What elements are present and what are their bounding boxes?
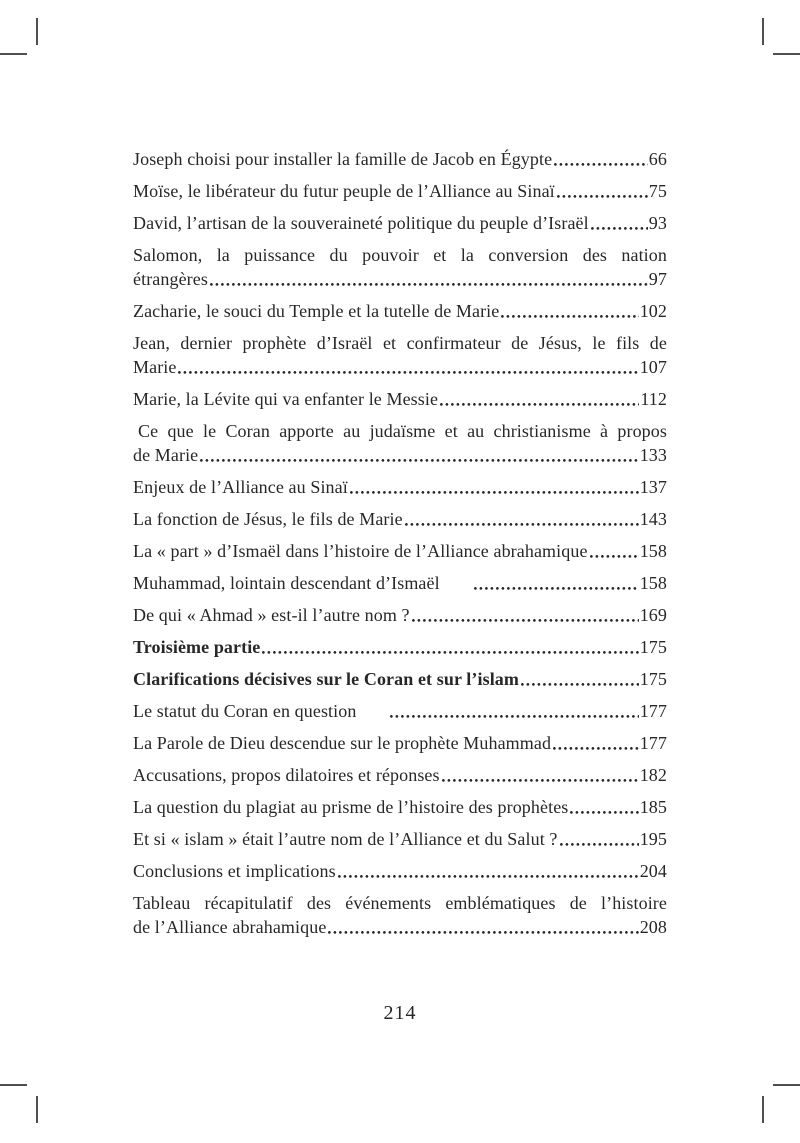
toc-entry-title: Et si « islam » était l’autre nom de l’Alliance et du Salut ? (133, 829, 558, 849)
toc-leader-dots (262, 651, 638, 654)
toc-entry (133, 211, 667, 235)
toc-entry-page-number: 177 (639, 701, 667, 721)
toc-entry (133, 179, 667, 203)
toc-leader-dots (442, 779, 639, 782)
toc-leader-dots (570, 811, 638, 814)
toc-leader-dots (501, 315, 638, 318)
toc-entry-title: Troisième partie (133, 637, 261, 657)
toc-entry-title: Muhammad, lointain descendant d’Ismaël (133, 573, 440, 593)
toc-entry-row (133, 355, 667, 379)
toc-leader-dots (474, 587, 639, 590)
crop-mark-top-left-vertical (36, 18, 38, 45)
toc-entry-title: Enjeux de l’Alliance au Sinaï (133, 477, 348, 497)
toc-entry-row (133, 507, 667, 531)
toc-leader-dots (350, 491, 639, 494)
toc-leader-dots (440, 403, 639, 406)
toc-entry (133, 507, 667, 531)
toc-entry-wrapped-line: Salomon, la puissance du pouvoir et la conversion des nation (133, 245, 667, 265)
toc-entry-title: Joseph choisi pour installer la famille de Jacob en Égypte (133, 149, 553, 169)
toc-entry-row (133, 667, 667, 691)
toc-leader-dots (210, 283, 648, 286)
toc-entry-page-number: 204 (639, 861, 667, 881)
toc-entry-page-number: 195 (639, 829, 667, 849)
toc-entry-row (133, 211, 667, 235)
toc-entry (133, 763, 667, 787)
toc-leader-dots (328, 931, 638, 934)
toc-entry-title: étrangères (133, 269, 208, 289)
toc-entry-page-number: 93 (648, 213, 667, 233)
toc-leader-dots (412, 619, 639, 622)
toc-entry-row (133, 387, 667, 411)
toc-entry-page-number: 137 (639, 477, 667, 497)
toc-entry-title: Marie (133, 357, 177, 377)
toc-entry-page-number: 133 (639, 445, 667, 465)
toc-entry-row (133, 179, 667, 203)
toc-entry-page-number: 177 (639, 733, 667, 753)
toc-entry-title: Le statut du Coran en question (133, 701, 357, 721)
toc-entry-page-number: 175 (639, 637, 667, 657)
toc-entry-row (133, 827, 667, 851)
toc-entry-row (133, 603, 667, 627)
toc-entry (133, 419, 667, 467)
toc-entry-title: de Marie (133, 445, 199, 465)
toc-entry-page-number: 169 (639, 605, 667, 625)
toc-entry (133, 387, 667, 411)
toc-entry-row (133, 571, 667, 595)
toc-entry (133, 475, 667, 499)
toc-entry-title: Conclusions et implications (133, 861, 336, 881)
toc-leader-dots (521, 683, 639, 686)
toc-entry-page-number: 143 (639, 509, 667, 529)
toc-entry-page-number: 112 (640, 389, 667, 409)
toc-entry-title: Moïse, le libérateur du futur peuple de l’Alliance au Sinaï (133, 181, 555, 201)
toc-entry-page-number: 75 (648, 181, 667, 201)
toc-entry-title: Zacharie, le souci du Temple et la tutelle de Marie (133, 301, 500, 321)
toc-entry-row (133, 859, 667, 883)
crop-mark-top-right-horizontal (773, 53, 800, 55)
toc-entry-row (133, 443, 667, 467)
toc-entry-page-number: 208 (639, 917, 667, 937)
toc-entry (133, 603, 667, 627)
toc-entry (133, 147, 667, 171)
toc-entry-row (133, 635, 667, 659)
toc-entry (133, 667, 667, 691)
toc-leader-dots (390, 715, 638, 718)
toc-entry-title: De qui « Ahmad » est-il l’autre nom ? (133, 605, 410, 625)
toc-entry (133, 331, 667, 379)
toc-entry-title: David, l’artisan de la souveraineté politique du peuple d’Israël (133, 213, 589, 233)
toc-entry-page-number: 107 (639, 357, 667, 377)
toc-leader-dots (557, 195, 648, 198)
toc-leader-dots (405, 523, 639, 526)
crop-mark-bottom-right-horizontal (773, 1084, 800, 1086)
toc-entry-row (133, 267, 667, 291)
toc-entry-title: Accusations, propos dilatoires et réponses (133, 765, 440, 785)
toc-entry-title: de l’Alliance abrahamique (133, 917, 327, 937)
toc-entry-page-number: 97 (648, 269, 667, 289)
crop-mark-top-left-horizontal (0, 53, 27, 55)
toc-entry-title: La « part » d’Ismaël dans l’histoire de l’Alliance abrahamique (133, 541, 588, 561)
toc-entry-row (133, 731, 667, 755)
toc-entry (133, 635, 667, 659)
toc-entry (133, 539, 667, 563)
crop-mark-bottom-left-vertical (36, 1096, 38, 1123)
toc-leader-dots (560, 843, 639, 846)
crop-mark-top-right-vertical (762, 18, 764, 45)
toc-entry-row (133, 539, 667, 563)
toc-leader-dots (590, 555, 639, 558)
toc-entry (133, 243, 667, 291)
toc-entry-page-number: 66 (648, 149, 667, 169)
toc-entry-wrapped-line: Ce que le Coran apporte au judaïsme et au christianisme à propos (138, 421, 667, 441)
toc-entry (133, 795, 667, 819)
toc-entry (133, 731, 667, 755)
toc-leader-dots (553, 747, 639, 750)
toc-entry-page-number: 158 (639, 573, 667, 593)
toc-entry-title: Marie, la Lévite qui va enfanter le Messie (133, 389, 439, 409)
toc-leader-dots (200, 459, 638, 462)
toc-entry (133, 859, 667, 883)
toc-entry-wrapped-line: Jean, dernier prophète d’Israël et confirmateur de Jésus, le fils de (133, 333, 667, 353)
toc-entry-row (133, 147, 667, 171)
toc-entry-title: La question du plagiat au prisme de l’histoire des prophètes (133, 797, 569, 817)
toc-entry-row (133, 299, 667, 323)
toc-entry-wrapped-line: Tableau récapitulatif des événements emblématiques de l’histoire (133, 893, 667, 913)
toc-entry-page-number: 175 (639, 669, 667, 689)
toc-entry-page-number: 182 (639, 765, 667, 785)
toc-leader-dots (178, 371, 638, 374)
toc-entry-title: La fonction de Jésus, le fils de Marie (133, 509, 403, 529)
toc-entry-page-number: 158 (639, 541, 667, 561)
toc-entry-row (133, 763, 667, 787)
toc-entry-row (133, 699, 667, 723)
toc-entry-row (133, 795, 667, 819)
toc-leader-dots (338, 875, 639, 878)
toc-entry-page-number: 102 (639, 301, 667, 321)
toc-entry (133, 571, 667, 595)
crop-mark-bottom-left-horizontal (0, 1084, 27, 1086)
toc-entry-row (133, 475, 667, 499)
toc-entry-row (133, 915, 667, 939)
toc-entry (133, 299, 667, 323)
toc-leader-dots (591, 227, 648, 230)
toc-entry-title: Clarifications décisives sur le Coran et sur l’islam (133, 669, 520, 689)
toc-entry (133, 891, 667, 939)
toc-leader-dots (554, 163, 648, 166)
toc-entry (133, 699, 667, 723)
toc-entry (133, 827, 667, 851)
table-of-contents (133, 147, 667, 947)
page-number: 214 (383, 1002, 417, 1024)
toc-entry-title: La Parole de Dieu descendue sur le prophète Muhammad (133, 733, 552, 753)
crop-mark-bottom-right-vertical (762, 1096, 764, 1123)
toc-entry-page-number: 185 (639, 797, 667, 817)
